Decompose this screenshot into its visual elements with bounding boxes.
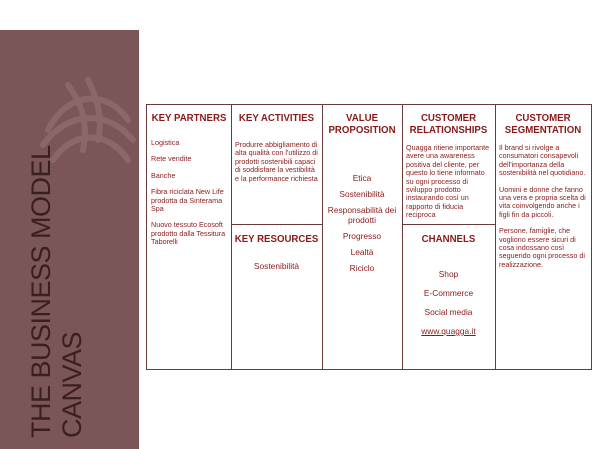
value-proposition-title-line-2: PROPOSITION [328,124,396,136]
divider [402,224,496,225]
website-link[interactable]: www.quagga.it [421,326,476,336]
customer-relationships-title-line-1: CUSTOMER [420,112,477,124]
key-activities-text: Produrre abbigliamento di alta qualità con l'utilizzo di prodotti sostenibili capaci di soddisfare la vestibilità e la performance richiesta [235,140,318,183]
paragraph: Uomini e donne che fanno una vera e propria scelta di vita coinvolgendo anche i figli fin da piccoli. [499,184,586,219]
list-item: Shop [438,269,459,279]
divider [231,105,232,369]
customer-segmentation-title-line-1: CUSTOMER [515,112,571,124]
list-item: Responsabilità dei prodotti [327,205,397,225]
list-item: Rete vendite [151,154,192,164]
page-title-line-2: CANVAS [57,331,87,438]
list-item: Social media [424,307,473,317]
page-title [26,68,88,438]
list-item: Progresso [342,231,382,241]
divider [231,224,323,225]
value-proposition-title-line-1: VALUE [345,112,379,124]
key-resources-list [231,261,322,277]
key-activities-title: KEY ACTIVITIES [238,112,315,124]
paragraph: Il brand si rivolge a consumatori consapevoli dell'importanza della sostenibilità nel quotidiano. [499,143,586,178]
list-item: Banche [151,170,176,180]
customer-segmentation-text [499,144,589,269]
customer-relationships-text: Quagga ritiene importante avere una awareness positiva del cliente, per questo lo tiene informato su ogni processo di sviluppo prodotto instaurando così un rapporto di fiducia reciproca [406,143,490,220]
value-proposition-list [322,173,402,279]
customer-segmentation-title [499,112,587,136]
list-item: Nuovo tessuto Ecosoft prodotto dalla Tessitura Taborelli [151,220,226,247]
customer-segmentation-title-line-2: SEGMENTATION [504,124,582,136]
key-partners-list [151,139,227,255]
customer-relationships-title-line-2: RELATIONSHIPS [409,124,488,136]
sidebar-panel [0,30,139,449]
customer-relationships-title [406,112,492,136]
list-item: Lealtà [350,247,374,257]
business-model-canvas [146,104,592,370]
channels-title: CHANNELS [421,233,476,245]
list-item: Riciclo [349,263,375,273]
list-item: Etica [352,173,372,183]
channels-list [402,269,495,342]
list-item: Fibra riciclata New Life prodotta da Sinterama Spa [151,187,224,214]
value-proposition-title [325,112,399,136]
list-item: Sostenibilità [253,261,300,271]
key-partners-title: KEY PARTNERS [151,112,227,124]
page-title-line-1: THE BUSINESS MODEL [26,145,56,438]
list-item: Sostenibilità [339,189,385,199]
key-resources-title: KEY RESOURCES [234,233,319,245]
list-item: Logistica [151,138,180,147]
divider [495,105,496,369]
list-item: E-Commerce [423,288,474,298]
paragraph: Persone, famiglie, che vogliono essere sicuri di cosa indossano così seguendo ogni processo di realizzazione. [499,226,585,269]
